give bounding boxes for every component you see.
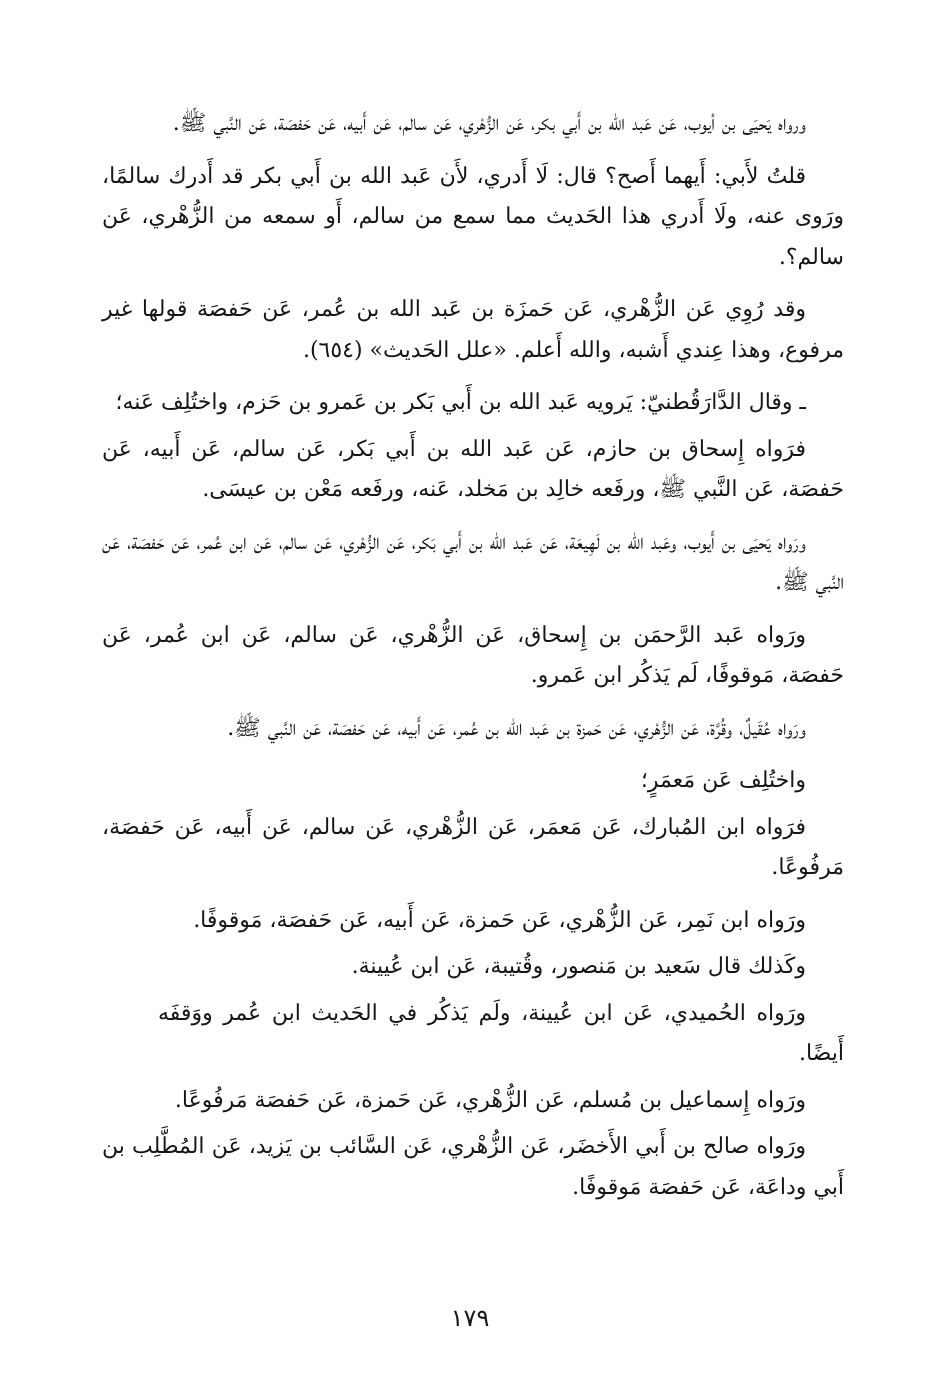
paragraph: فرَواه ابن المُبارك، عَن مَعمَر، عَن الزُّهْري، عَن سالم، عَن أَبيه، عَن حَفصَة، مَرفُوعًا. <box>102 814 844 880</box>
paragraph: ورَواه يَحيَى بن أَيوب، وعَبد الله بن لَهِيعَة، عَن عَبد الله بن أَبي بَكر، عَن الزُّهْري، عَن سالم، عَن ابن عُمر، عَن حَفصَة، عَن النَّبي ﷺ. <box>102 529 844 595</box>
paragraph: ورَواه ابن نَمِر، عَن الزُّهْري، عَن حَمزة، عَن أَبيه، عَن حَفصَة، مَوقوفًا. <box>193 907 806 933</box>
paragraph: قلتُ لأَبي: أَيهما أَصح؟ قال: لَا أَدري، لأَن عَبد الله بن أَبي بكر قد أَدرك سالمًا، ورَوى عنه، ولَا أَدري هذا الحَديث مما سمع من سالم، أَو سمعه من الزُّهْري، عَن سالم؟. <box>102 163 844 270</box>
paragraph: وقد رُوِي عَن الزُّهْري، عَن حَمزَة بن عَبد الله بن عُمر، عَن حَفصَة قولها غير مرفوع، وهذا عِندي أَشبه، والله أَعلم. «علل الحَديث» (٦٥٤). <box>102 297 844 363</box>
paragraph: ورَواه إِسماعيل بن مُسلم، عَن الزُّهْري، عَن حَمزة، عَن حَفصَة مَرفُوعًا. <box>174 1087 806 1113</box>
paragraph: ورَواه الحُميدي، عَن ابن عُيينة، ولَم يَذكُر في الحَديث ابن عُمر ووَقفَه أَيضًا. <box>158 1000 844 1066</box>
paragraph: فرَواه إِسحاق بن حازم، عَن عَبد الله بن أَبي بَكر، عَن سالم، عَن أَبيه، عَن حَفصَة، عَن النَّبي ﷺ، ورفَعه خالِد بن مَخلد، عَنه، ورفَعه مَعْن بن عيسَى. <box>102 436 844 502</box>
paragraph: واختُلِف عَن مَعمَرٍ؛ <box>640 768 806 793</box>
paragraph: ورواه يَحيَى بن أيوب، عَن عَبد الله بن أَبي بكر، عَن الزُّهْري، عَن سالم، عَن أَبيه، عَن حَفصَة، عَن النَّبي ﷺ. <box>172 111 806 136</box>
paragraph: ورَواه صالح بن أَبي الأَخضَر، عَن الزُّهْري، عَن السَّائب بن يَزيد، عَن المُطَّلِب بن أَبي وداعَة، عَن حَفصَة مَوقوفًا. <box>102 1134 844 1200</box>
page-number: ١٧٩ <box>450 1304 490 1332</box>
paragraph: وكَذلك قال سَعيد بن مَنصور، وقُتيبة، عَن ابن عُيينة. <box>351 954 806 979</box>
paragraph: ورَواه عُقَيلٌ، وقُرَّة، عَن الزُّهْري، عَن حَمزة بن عَبد الله بن عُمر، عَن أَبيه، عَن حَفصَة، عَن النَّبي ﷺ. <box>227 715 806 741</box>
paragraph: ورَواه عَبد الرَّحمَن بن إِسحاق، عَن الزُّهْري، عَن سالم، عَن ابن عُمر، عَن حَفصَة، مَوقوفًا، لَم يَذكُر ابن عَمرو. <box>102 622 844 688</box>
hadith-text-block <box>102 104 844 1208</box>
paragraph: ـ وقال الدَّارَقُطنيّ: يَرويه عَبد الله بن أَبي بَكر بن عَمرو بن حَزم، واختُلِف عَنه؛ <box>115 390 806 415</box>
